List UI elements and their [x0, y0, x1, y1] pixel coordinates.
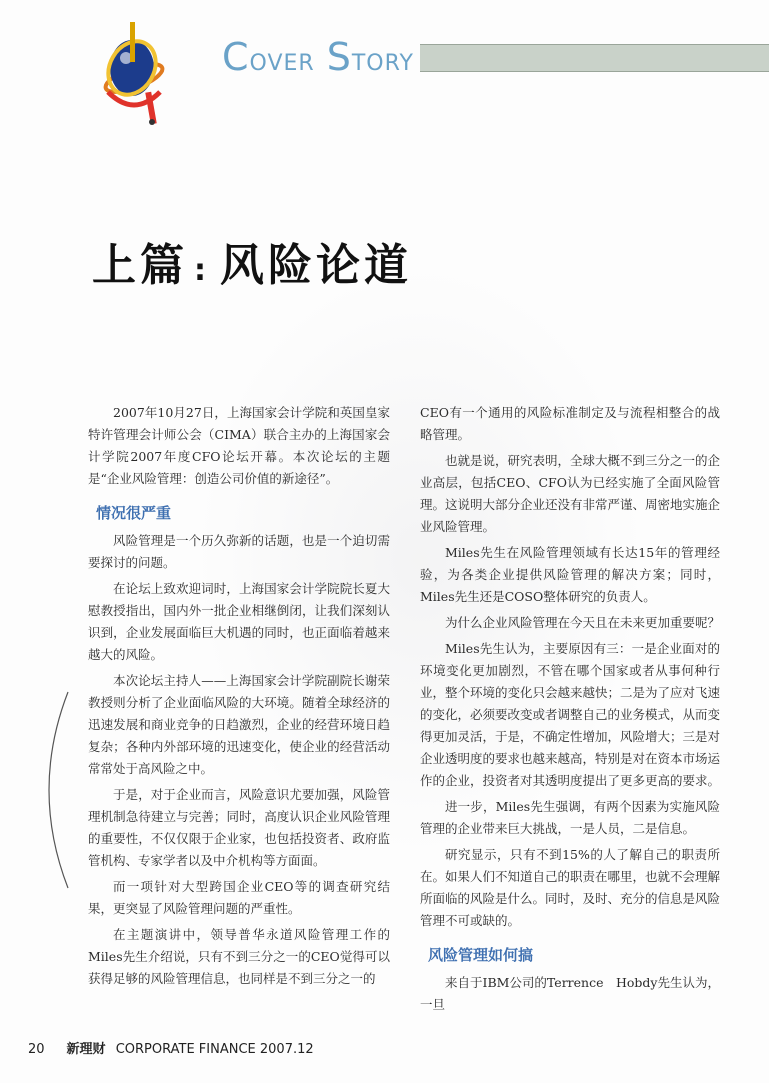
paragraph: CEO有一个通用的风险标准制定及与流程相整合的战略管理。 [420, 405, 720, 442]
paragraph: 本次论坛主持人——上海国家会计学院副院长谢荣教授则分析了企业面临风险的大环境。随着全球经济的迅速发展和商业竞争的日趋激烈，企业的经营环境日趋复杂；各种内外部环境的迅速变化，使企业的经营活动常常处于高风险之中。 [88, 673, 390, 776]
section-label-cover-story [222, 34, 426, 80]
paragraph: 在论坛上致欢迎词时，上海国家会计学院院长夏大慰教授指出，国内外一批企业相继倒闭，让我们深刻认识到，企业发展面临巨大机遇的同时，也正面临着越来越大的风险。 [88, 581, 390, 662]
paragraph: 风险管理是一个历久弥新的话题，也是一个迫切需要探讨的问题。 [88, 533, 390, 570]
left-column [88, 402, 390, 994]
paragraph: 研究显示，只有不到15%的人了解自己的职责所在。如果人们不知道自己的职责在哪里，也就不会理解所面临的风险是什么。同时，及时、充分的信息是风险管理不可或缺的。 [420, 847, 721, 928]
page-number: 20 [28, 1042, 45, 1057]
cover-initial: C [222, 35, 250, 79]
paragraph: 进一步，Miles先生强调，有两个因素为实施风险管理的企业带来巨大挑战，一是人员，二是信息。 [420, 799, 720, 836]
paragraph: 为什么企业风险管理在今天且在未来更加重要呢？ [445, 615, 721, 630]
article-title [92, 238, 412, 299]
paragraph: 于是，对于企业而言，风险意识尤要加强，风险管理机制急待建立与完善；同时，高度认识企业风险管理的重要性，不仅仅限于企业家，也包括投资者、政府监管机构、专家学者以及中介机构等方面面。 [88, 787, 390, 868]
header-bar [420, 44, 769, 72]
title-part2: 风险论道 [220, 240, 412, 291]
issue-date: 2007.12 [259, 1042, 314, 1057]
story-initial: S [326, 35, 352, 79]
paragraph: 来自于IBM公司的Terrence Hobdy先生认为，一旦 [420, 975, 720, 1012]
paragraph: 也就是说，研究表明，全球大概不到三分之一的企业高层，包括CEO、CFO认为已经实施了全面风险管理。这说明大部分企业还没有非常严谨、周密地实施企业风险管理。 [420, 453, 721, 534]
paragraph: 而一项针对大型跨国企业CEO等的调查研究结果，更突显了风险管理问题的严重性。 [88, 879, 390, 916]
cover-rest: OVER [249, 51, 315, 76]
title-colon: : [194, 253, 210, 288]
magazine-brand: 新理财 [66, 1042, 106, 1057]
section-heading: 风险管理如何搞 [428, 946, 534, 964]
page-footer [28, 1038, 314, 1058]
title-part1: 上篇 [92, 240, 188, 291]
section-heading: 情况很严重 [96, 504, 172, 522]
paragraph: Miles先生认为，主要原因有三：一是企业面对的环境变化更加剧烈，不管在哪个国家或者从事何种行业，整个环境的变化只会越来越快；二是为了应对飞速的变化，必须要改变或者调整自己的业务模式，从而变得更加灵活，于是，不确定性增加，风险增大；三是对企业透明度的要求也越来越高，特别是对在资本市场运作的企业，投资者对其透明度提出了更多更高的要求。 [420, 641, 721, 788]
paragraph: Miles先生在风险管理领域有长达15年的管理经验，为各类企业提供风险管理的解决方案；同时，Miles先生还是COSO整体研究的负责人。 [420, 545, 720, 604]
paragraph: 在主题演讲中，领导普华永道风险管理工作的Miles先生介绍说，只有不到三分之一的CEO觉得可以获得足够的风险管理信息，也同样是不到三分之一的 [88, 927, 390, 986]
decorative-arc [30, 690, 70, 890]
story-rest: TORY [351, 51, 414, 76]
publication-name: CORPORATE FINANCE [115, 1042, 256, 1057]
paragraph: 2007年10月27日，上海国家会计学院和英国皇家特许管理会计师公会（CIMA）联合主办的上海国家会计学院2007年度CFO论坛开幕。本次论坛的主题是“企业风险管理：创造公司价值的新途径”。 [88, 405, 390, 486]
right-column [420, 402, 720, 1020]
gyroscope-logo-icon [96, 18, 172, 128]
